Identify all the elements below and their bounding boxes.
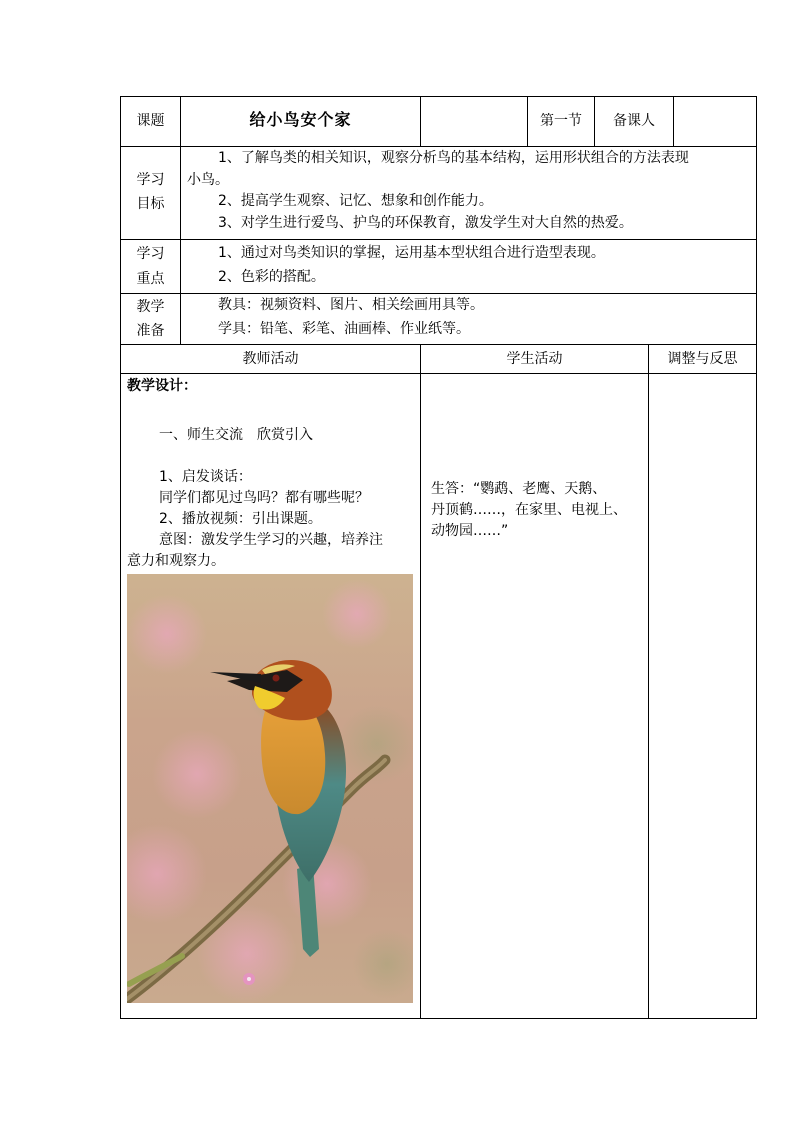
col-divider [420,344,421,1019]
lesson-title: 给小鸟安个家 [249,110,352,129]
part-heading: 一、师生交流 欣赏引入 [159,427,313,443]
key-points-label: 重点 [136,271,165,287]
preparer-label: 备课人 [613,113,655,129]
col-divider [673,96,674,146]
table-border-bottom [120,1018,757,1019]
student-answer: 生答：“鹦鹉、老鹰、天鹅、 [431,481,607,497]
teacher-activity-header: 教师活动 [242,351,299,367]
row-divider [120,373,757,374]
student-answer-continued: 动物园……” [431,523,509,539]
student-activity-header: 学生活动 [506,351,563,367]
col-divider [648,344,649,1019]
preparation-item: 教具：视频资料、图片、相关绘画用具等。 [218,297,484,313]
preparation-label: 教学 [136,299,165,315]
preparation-item: 学具：铅笔、彩笔、油画棒、作业纸等。 [218,321,470,337]
table-border-top [120,96,757,97]
table-border-right [756,96,757,1019]
table-border-left [120,96,121,1019]
col-divider [420,96,421,146]
col-divider [180,146,181,344]
section-label: 第一节 [540,113,582,129]
row-divider [120,239,757,240]
key-point-item: 2、色彩的搭配。 [218,269,325,285]
goals-label: 目标 [136,196,165,212]
step-item: 1、启发谈话： [159,469,252,485]
reflection-header: 调整与反思 [667,351,738,367]
goals-label: 学习 [136,172,165,188]
key-point-item: 1、通过对鸟类知识的掌握，运用基本型状组合进行造型表现。 [218,245,605,261]
goal-item-continued: 小鸟。 [187,172,229,188]
key-points-label: 学习 [136,246,165,262]
goal-item: 2、提高学生观察、记忆、想象和创作能力。 [218,193,493,209]
step-item: 2、播放视频：引出课题。 [159,511,322,527]
topic-label: 课题 [136,113,165,129]
preparation-label: 准备 [136,323,165,339]
step-question: 同学们都见过鸟吗？都有哪些呢？ [159,490,369,506]
intent-text-continued: 意力和观察力。 [127,553,225,569]
goal-item: 3、对学生进行爱鸟、护鸟的环保教育，激发学生对大自然的热爱。 [218,215,633,231]
student-answer-continued: 丹顶鹤……，在家里、电视上、 [431,502,627,518]
bird-photo [127,574,413,1003]
goal-item: 1、了解鸟类的相关知识，观察分析鸟的基本结构，运用形状组合的方法表现 [218,150,689,166]
intent-text: 意图：激发学生学习的兴趣，培养注 [159,532,383,548]
design-heading: 教学设计： [127,378,197,394]
row-divider [120,344,757,345]
